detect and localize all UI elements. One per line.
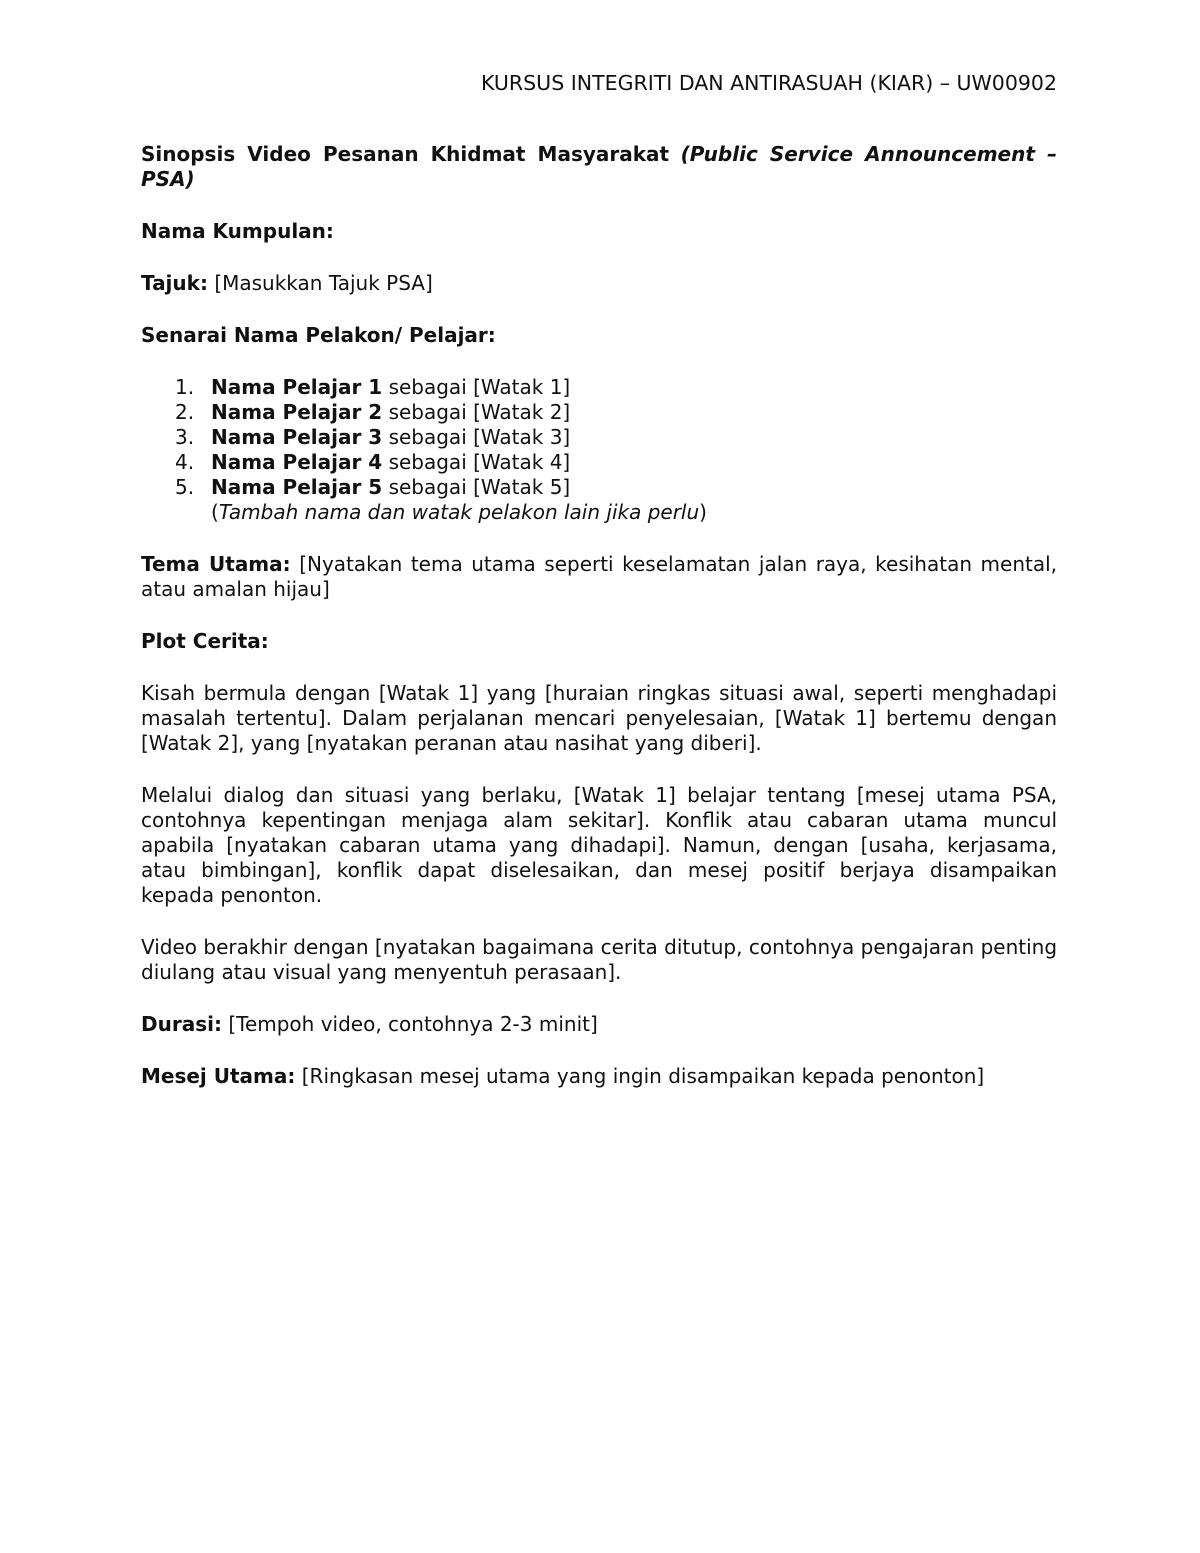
- cast-student-name: Nama Pelajar 1: [211, 375, 383, 399]
- cast-list-item: 1. Nama Pelajar 1 sebagai [Watak 1]: [175, 375, 571, 399]
- document-header: KURSUS INTEGRITI DAN ANTIRASUAH (KIAR) – UW00902: [481, 71, 1057, 95]
- duration-field: [141, 1012, 1057, 1037]
- cast-student-name: Nama Pelajar 3: [211, 425, 383, 449]
- cast-list-item: 3. Nama Pelajar 3 sebagai [Watak 3]: [175, 425, 571, 449]
- cast-heading: Senarai Nama Pelakon/ Pelajar:: [141, 323, 496, 347]
- synopsis-title: Sinopsis Video Pesanan Khidmat Masyarakat: [141, 142, 670, 166]
- main-message-value: [Ringkasan mesej utama yang ingin disampaikan kepada penonton]: [301, 1064, 985, 1088]
- synopsis-heading: [141, 142, 1057, 192]
- group-name-field: [141, 219, 1057, 244]
- cast-list-item: 5. Nama Pelajar 5 sebagai [Watak 5]: [175, 475, 571, 499]
- cast-list-item: 4. Nama Pelajar 4 sebagai [Watak 4]: [175, 450, 571, 474]
- cast-role: sebagai [Watak 1]: [388, 375, 571, 399]
- main-message-field: [141, 1064, 1057, 1089]
- cast-role: sebagai [Watak 4]: [388, 450, 571, 474]
- plot-paragraph: Melalui dialog dan situasi yang berlaku, [Watak 1] belajar tentang [mesej utama PSA, contohnya kepentingan menjaga alam sekitar]. Konflik atau cabaran utama muncul apabila [nyatakan cabaran utama yang dihadapi]. Namun, dengan [usaha, kerjasama, atau bimbingan], konflik dapat diselesaikan, dan mesej positif berjaya disampaikan kepada penonton.: [141, 783, 1057, 907]
- title-value: [Masukkan Tajuk PSA]: [214, 271, 433, 295]
- cast-list: [141, 375, 1057, 525]
- title-label: Tajuk:: [141, 271, 208, 295]
- document-body: [141, 71, 1057, 1089]
- plot-heading: Plot Cerita:: [141, 629, 269, 653]
- cast-note: (Tambah nama dan watak pelakon lain jika perlu): [211, 500, 707, 524]
- cast-student-name: Nama Pelajar 2: [211, 400, 383, 424]
- cast-student-name: Nama Pelajar 4: [211, 450, 383, 474]
- cast-role: sebagai [Watak 5]: [388, 475, 571, 499]
- theme-field: [141, 552, 1057, 602]
- group-name-label: Nama Kumpulan:: [141, 219, 334, 243]
- title-field: [141, 271, 1057, 296]
- synopsis-subtitle: (Public Service Announcement – PSA): [141, 142, 1057, 191]
- plot-paragraph: Video berakhir dengan [nyatakan bagaimana cerita ditutup, contohnya pengajaran penting diulang atau visual yang menyentuh perasaan].: [141, 935, 1058, 984]
- main-message-label: Mesej Utama:: [141, 1064, 296, 1088]
- duration-label: Durasi:: [141, 1012, 222, 1036]
- theme-value: [Nyatakan tema utama seperti keselamatan jalan raya, kesihatan mental, atau amalan hijau]: [141, 552, 1058, 601]
- plot-paragraph: Kisah bermula dengan [Watak 1] yang [huraian ringkas situasi awal, seperti menghadapi masalah tertentu]. Dalam perjalanan mencari penyelesaian, [Watak 1] bertemu dengan [Watak 2], yang [nyatakan peranan atau nasihat yang diberi].: [141, 681, 1057, 755]
- cast-role: sebagai [Watak 3]: [388, 425, 571, 449]
- cast-role: sebagai [Watak 2]: [388, 400, 571, 424]
- cast-list-item: 2. Nama Pelajar 2 sebagai [Watak 2]: [175, 400, 571, 424]
- duration-value: [Tempoh video, contohnya 2-3 minit]: [228, 1012, 598, 1036]
- cast-student-name: Nama Pelajar 5: [211, 475, 383, 499]
- theme-label: Tema Utama:: [141, 552, 291, 576]
